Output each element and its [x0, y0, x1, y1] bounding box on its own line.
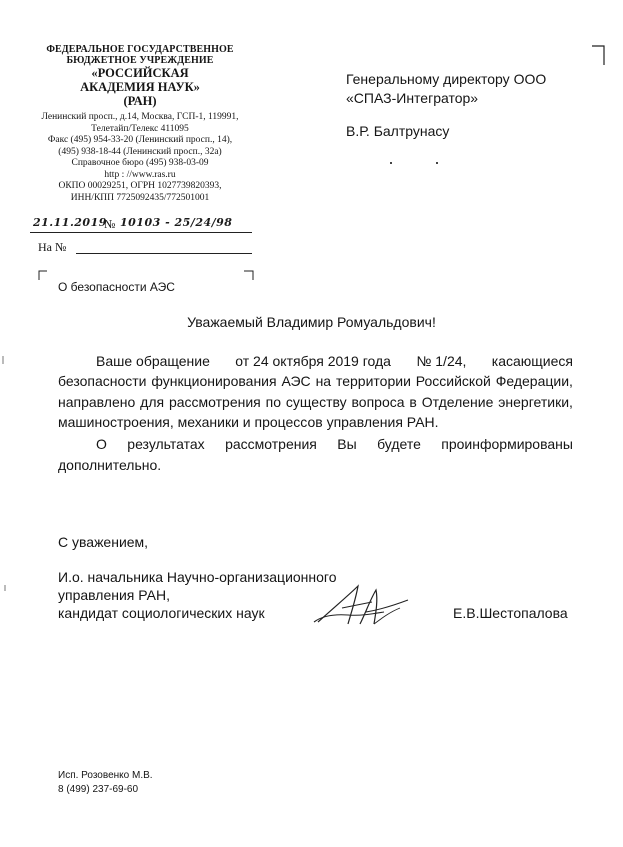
reply-underline — [76, 253, 252, 254]
org-name-line1: «РОССИЙСКАЯ — [91, 66, 189, 80]
reply-label: На № — [38, 240, 67, 254]
body-word: проинформированы — [441, 436, 573, 452]
body-line-2 — [58, 372, 573, 391]
address-line1: Ленинский просп., д.14, Москва, ГСП-1, 119991, — [41, 112, 239, 122]
body-word: функционирования — [151, 373, 277, 389]
address-line2: Телетайп/Телекс 411095 — [91, 123, 189, 134]
executor-phone: 8 (499) 237-69-60 — [58, 784, 139, 795]
body-word: от 24 октября 2019 года — [235, 353, 391, 369]
closing: С уважением, — [58, 534, 149, 550]
signer-name: Е.В.Шестопалова — [453, 605, 568, 621]
body-word: безопасности — [58, 373, 147, 389]
executor-block — [58, 769, 153, 797]
inn-kpp: ИНН/КПП 7725092435/772501001 — [70, 192, 210, 203]
fax-line1: Факс (495) 954-33-20 (Ленинский просп., 14), — [47, 135, 233, 145]
body-word: рассмотрения — [225, 436, 317, 452]
body-word: касающиеся — [491, 353, 573, 369]
body-word: результатах — [127, 436, 205, 452]
registration-underline — [30, 232, 252, 233]
recipient-name: В.Р. Балтрунасу — [346, 123, 450, 139]
body-word: Отделение — [421, 394, 494, 410]
body-word: № 1/24, — [416, 353, 467, 369]
body-word: будете — [377, 436, 421, 452]
body-line-1 — [96, 352, 573, 371]
body-line-4: машиностроения, механики и процессов управления РАН. — [58, 414, 439, 430]
speck-dot — [436, 162, 438, 164]
recipient-line1: Генеральному директору ООО — [346, 71, 547, 87]
body-word: по — [265, 394, 282, 410]
greeting: Уважаемый Владимир Ромуальдович! — [187, 314, 436, 330]
recipient-corner-mark — [592, 45, 606, 65]
body-word: в — [409, 394, 417, 410]
body-word: О — [96, 436, 107, 452]
letterhead — [20, 44, 260, 204]
bureau: Справочное бюро (495) 938-03-09 — [71, 158, 209, 168]
registration-date: 21.11.2019 — [33, 216, 107, 229]
body-line-6: дополнительно. — [58, 457, 162, 473]
okpo-ogrn: ОКПО 00029251, ОГРН 1027739820393, — [58, 181, 222, 191]
subject-corner-left — [38, 270, 48, 280]
body-word: Российской — [415, 373, 491, 389]
subject-corner-right — [244, 270, 254, 280]
fax-line2: (495) 938-18-44 (Ленинский просп., 32а) — [58, 146, 222, 157]
body-word: для — [140, 394, 165, 410]
org-line1: ФЕДЕРАЛЬНОЕ ГОСУДАРСТВЕННОЕ — [46, 44, 234, 55]
speck-dot — [390, 162, 392, 164]
registration-number: 10103 - 25/24/98 — [120, 216, 233, 229]
body-word: территории — [335, 373, 411, 389]
body-word: Федерации, — [495, 373, 573, 389]
body-line-5 — [96, 435, 573, 454]
body-word: рассмотрения — [168, 394, 261, 410]
scan-artifact — [2, 356, 4, 364]
body-word: Ваше обращение — [96, 353, 210, 369]
body-word: вопроса — [351, 394, 405, 410]
registration-number-label: № — [104, 217, 116, 231]
recipient-line2: «СПАЗ-Интегратор» — [346, 90, 479, 106]
website: http : //www.ras.ru — [104, 169, 176, 180]
org-abbr: (РАН) — [123, 94, 157, 108]
body-line-3 — [58, 393, 573, 412]
body-word: АЭС — [281, 373, 311, 389]
scan-artifact — [4, 585, 6, 591]
signer-title-line3: кандидат социологических наук — [58, 605, 265, 621]
org-line2: БЮДЖЕТНОЕ УЧРЕЖДЕНИЕ — [66, 55, 214, 66]
body-word: направлено — [58, 394, 136, 410]
recipient-block — [346, 70, 546, 141]
signature-icon — [308, 582, 416, 630]
subject: О безопасности АЭС — [58, 280, 175, 294]
body-word: существу — [285, 394, 347, 410]
body-word: Вы — [337, 436, 357, 452]
body-word: энергетики, — [498, 394, 573, 410]
org-name-line2: АКАДЕМИЯ НАУК» — [80, 80, 200, 94]
signer-title-line1: И.о. начальника Научно-организационного — [58, 569, 337, 585]
body-word: на — [315, 373, 332, 389]
signer-title-line2: управления РАН, — [58, 587, 170, 603]
executor-label: Исп. Розовенко М.В. — [58, 770, 153, 781]
